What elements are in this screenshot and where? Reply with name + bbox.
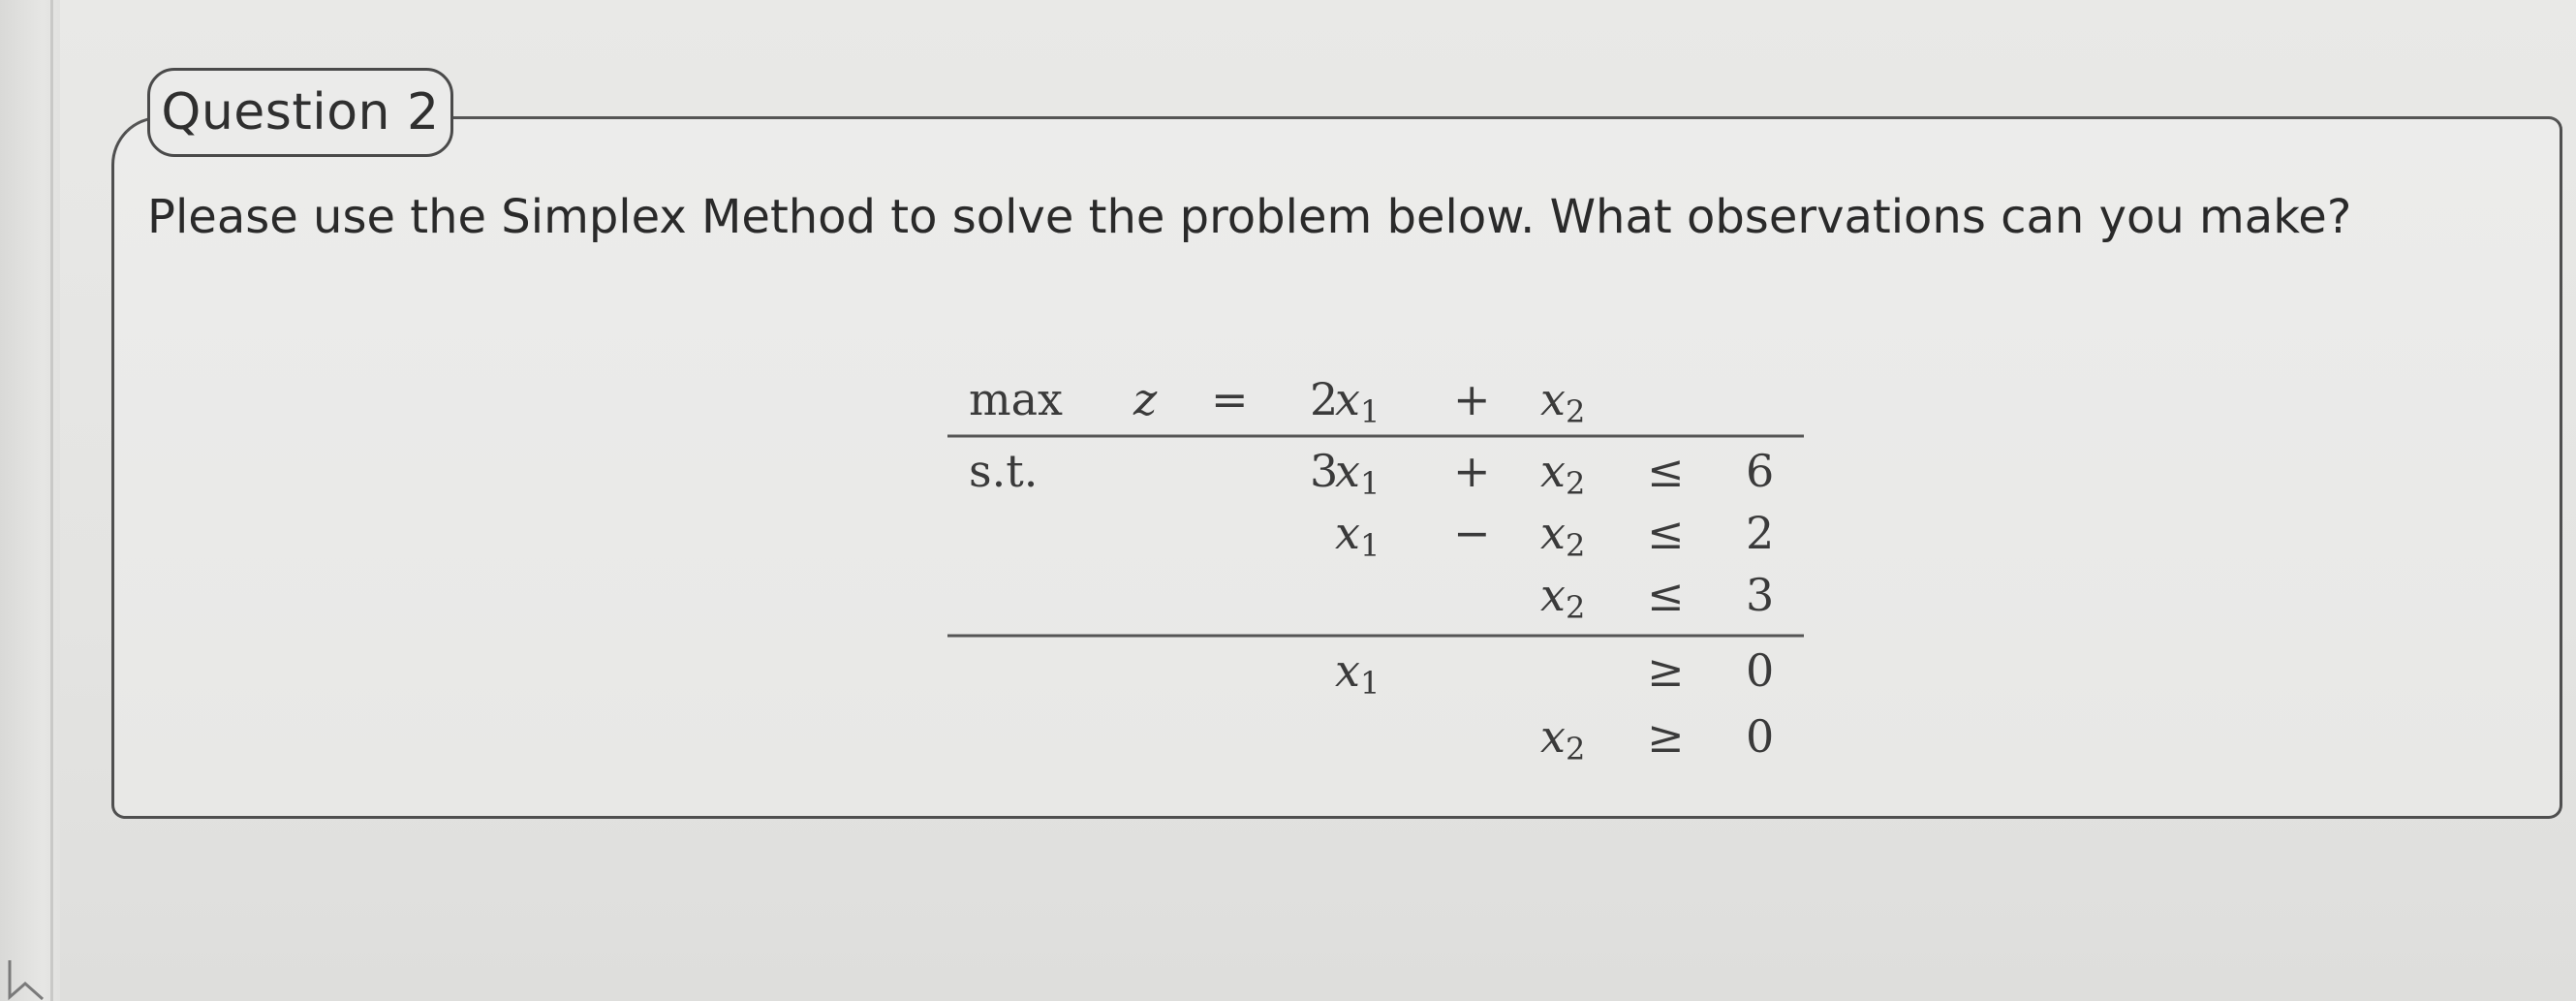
st-label: s.t. xyxy=(969,445,1039,497)
b1-rhs: 0 xyxy=(1746,644,1775,697)
b2-var2: x xyxy=(1540,710,1566,763)
c3-sub2: 2 xyxy=(1566,589,1586,626)
b1-var1: x xyxy=(1335,644,1360,697)
c3-rel: ≤ xyxy=(1647,569,1685,621)
c2-sub2: 2 xyxy=(1566,527,1586,564)
c1-var2: x xyxy=(1540,445,1566,497)
c1-sub1: 1 xyxy=(1360,465,1381,502)
objective-keyword: max xyxy=(969,373,1063,425)
c1-rel: ≤ xyxy=(1647,445,1685,497)
objective-sub2: 2 xyxy=(1566,393,1586,430)
objective-plus: + xyxy=(1453,373,1491,425)
objective-var1: x xyxy=(1335,373,1360,425)
c1-rhs: 6 xyxy=(1746,445,1775,497)
c2-rhs: 2 xyxy=(1746,507,1775,559)
objective-lhs: z xyxy=(1133,373,1158,425)
c1-var1: x xyxy=(1335,445,1360,497)
question-tab xyxy=(147,68,453,157)
cursor-arrow-icon xyxy=(4,954,62,1001)
c1-op: + xyxy=(1453,445,1491,497)
c3-var2: x xyxy=(1540,569,1566,621)
b2-rel: ≥ xyxy=(1647,710,1685,763)
question-prompt: Please use the Simplex Method to solve the problem below. What observations can you make? xyxy=(147,190,2352,244)
b1-sub1: 1 xyxy=(1360,665,1381,702)
c2-sub1: 1 xyxy=(1360,527,1381,564)
objective-var2: x xyxy=(1540,373,1566,425)
linear-program xyxy=(930,359,1821,775)
b2-sub2: 2 xyxy=(1566,731,1586,767)
c2-var1: x xyxy=(1335,507,1360,559)
b1-rel: ≥ xyxy=(1647,644,1685,697)
left-rail-divider xyxy=(50,0,53,1001)
b2-rhs: 0 xyxy=(1746,710,1775,763)
c1-coef1: 3 xyxy=(1310,445,1339,497)
c2-var2: x xyxy=(1540,507,1566,559)
c3-rhs: 3 xyxy=(1746,569,1775,621)
objective-equals: = xyxy=(1211,373,1249,425)
objective-sub1: 1 xyxy=(1360,393,1381,430)
question-tab-label: Question 2 xyxy=(161,83,440,141)
c2-op: − xyxy=(1453,507,1491,559)
c2-rel: ≤ xyxy=(1647,507,1685,559)
objective-coef1: 2 xyxy=(1310,373,1339,425)
c1-sub2: 2 xyxy=(1566,465,1586,502)
